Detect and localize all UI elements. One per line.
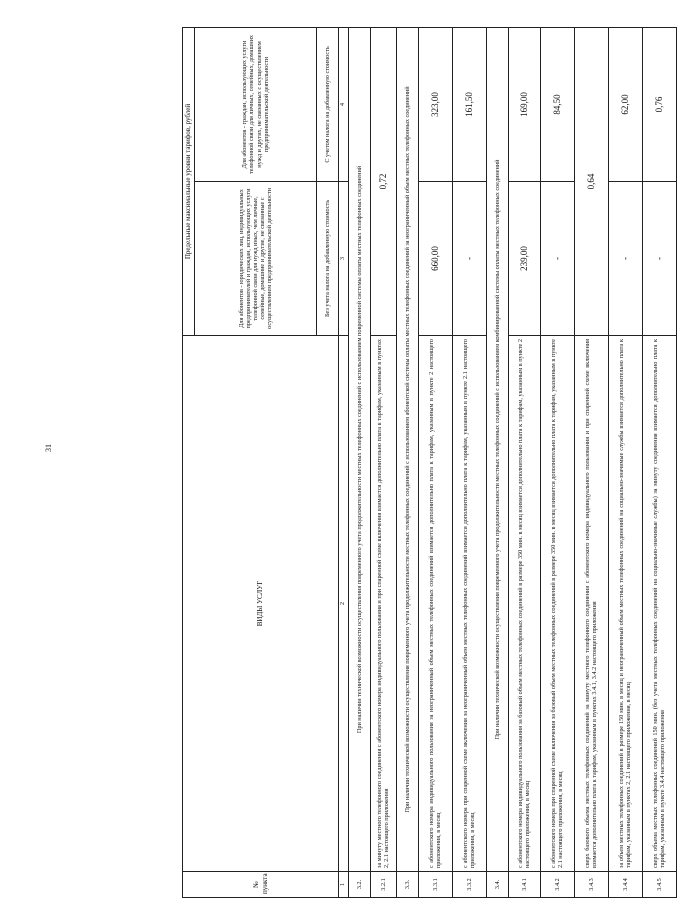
tariff-value-legal: - bbox=[642, 182, 676, 336]
table-row bbox=[574, 28, 608, 898]
tariff-value-citizens: 84,50 bbox=[540, 28, 574, 182]
row-number: 3.4.5 bbox=[642, 872, 676, 898]
column-number-4: 4 bbox=[339, 28, 349, 182]
table-row bbox=[418, 28, 452, 898]
table-row bbox=[396, 28, 418, 898]
row-number: 3.4.2 bbox=[540, 872, 574, 898]
table-row bbox=[540, 28, 574, 898]
header-legal-entities: Для абонентов - юридических лиц, индивидуальных предпринимателей и граждан, использующих услуги телефонной связи для нужд иных, чем личные, семейные, домашние и другие, не связанные с осуществлением предпринимательской деятельности bbox=[195, 182, 317, 336]
tariff-value-legal: - bbox=[540, 182, 574, 336]
service-description: с абонентского номера при спаренной схеме включения за неограниченный объем местных телефонных соединений взимается дополнительно плата к тарифам, указанным в пункте 2.1 настоящего приложения, в месяц bbox=[452, 336, 486, 872]
row-number: 3.3.1 bbox=[418, 872, 452, 898]
header-without-vat: Без учета налога на добавленную стоимость bbox=[317, 182, 339, 336]
table-row bbox=[642, 28, 676, 898]
service-description: за объем местных телефонных соединений в размере 150 мин. в месяц и неограниченный объем местных телефонных соединений на социально-значимые службы взимается дополнительно плата к тарифам, указанным в пунктах 2, 2.1 настоящего приложения, в месяц bbox=[608, 336, 642, 872]
header-tariff-levels: Предельные максимальные уровни тарифов, рублей bbox=[183, 28, 195, 336]
tariff-value-citizens: 323,00 bbox=[418, 28, 452, 182]
tariff-value-legal: - bbox=[452, 182, 486, 336]
row-number: 3.4.4 bbox=[608, 872, 642, 898]
table-row bbox=[486, 28, 508, 898]
header-item-number: № пункта bbox=[183, 872, 339, 898]
service-description: сверх базового объема местных телефонных соединений за минуту местного телефонного соединения с абонентского номера индивидуального пользования и при спаренной схеме включения взимается дополнительно плата к тарифам, указанным в пунктах 3.4.1, 3.4.2 настоящего приложения bbox=[574, 336, 608, 872]
section-heading: При наличии технической возможности осуществления повременного учета продолжительности местных телефонных соединений с использованием повременной системы оплаты местных телефонных соединений bbox=[348, 28, 370, 872]
page-number: 31 bbox=[44, 444, 53, 452]
header-citizens: Для абонентов - граждан, использующих услуги телефонной связи для личных, семейных, домашних нужд и других, не связанных с осуществлением предпринимательской деятельности bbox=[195, 28, 317, 182]
header-with-vat: С учетом налога на добавленную стоимость bbox=[317, 28, 339, 182]
service-description: с абонентского номера индивидуального пользования за базовый объем местных телефонных соединений в размере 350 мин. в месяц взимается дополнительно плата к тарифам, указанным в пункте 2 настоящего приложения, в месяц bbox=[508, 336, 540, 872]
service-description: за минуту местного телефонного соединения с абонентского номера индивидуального пользования и при спаренной схеме включения взимается дополнительно плата к тарифам, указанным в пунктах 2, 2.1 настоящего приложения bbox=[370, 336, 396, 872]
table-row bbox=[370, 28, 396, 898]
table-row bbox=[608, 28, 642, 898]
column-number-1: 1 bbox=[339, 872, 349, 898]
tariff-value-citizens: 0,76 bbox=[642, 28, 676, 182]
column-number-3: 3 bbox=[339, 182, 349, 336]
tariff-value-legal: - bbox=[608, 182, 642, 336]
section-heading: При наличии технической возможности осуществления повременного учета продолжительности местных телефонных соединений с использованием комбинированной системы оплаты местных телефонных соединений bbox=[486, 28, 508, 872]
row-number: 3.4. bbox=[486, 872, 508, 898]
tariff-value: 0,64 bbox=[574, 28, 608, 336]
section-heading: При наличии технической возможности осуществления повременного учета продолжительности местных телефонных соединений с использованием абонентской системы оплаты местных телефонных соединений за неограниченный объем местных телефонных соединений bbox=[396, 28, 418, 872]
row-number: 3.2. bbox=[348, 872, 370, 898]
tariff-value-citizens: 62,00 bbox=[608, 28, 642, 182]
row-number: 3.4.1 bbox=[508, 872, 540, 898]
row-number: 3.4.3 bbox=[574, 872, 608, 898]
tariff-value: 0,72 bbox=[370, 28, 396, 336]
tariff-value-legal: 660,00 bbox=[418, 182, 452, 336]
service-description: с абонентского номера индивидуального пользования за неограниченный объем местных телефонных соединений взимается дополнительно плата к тарифам, указанным в пункте 2 настоящего приложения, в месяц bbox=[418, 336, 452, 872]
table-row bbox=[508, 28, 540, 898]
tariff-value-citizens: 169,00 bbox=[508, 28, 540, 182]
tariff-value-legal: 239,00 bbox=[508, 182, 540, 336]
column-number-2: 2 bbox=[339, 336, 349, 872]
table-row bbox=[452, 28, 486, 898]
tariff-value-citizens: 161,50 bbox=[452, 28, 486, 182]
header-service-types: ВИДЫ УСЛУГ bbox=[183, 336, 339, 872]
table-row bbox=[348, 28, 370, 898]
row-number: 3.3. bbox=[396, 872, 418, 898]
rotated-document bbox=[182, 28, 667, 898]
service-description: сверх объема местных телефонных соединений 150 мин. (без учета местных телефонных соединений на социально-значимые службы) за минуту соединения взимается дополнительно плата к тарифам, указанным в пункте 3.4.4 настоящего приложения bbox=[642, 336, 676, 872]
tariff-table bbox=[182, 27, 677, 898]
service-description: с абонентского номера при спаренной схеме включения за базовый объем местных телефонных соединений в размере 350 мин. в месяц взимается дополнительно плата к тарифам, указанным в пункте 2.1 настоящего приложения, в месяц bbox=[540, 336, 574, 872]
row-number: 3.2.1 bbox=[370, 872, 396, 898]
row-number: 3.3.2 bbox=[452, 872, 486, 898]
